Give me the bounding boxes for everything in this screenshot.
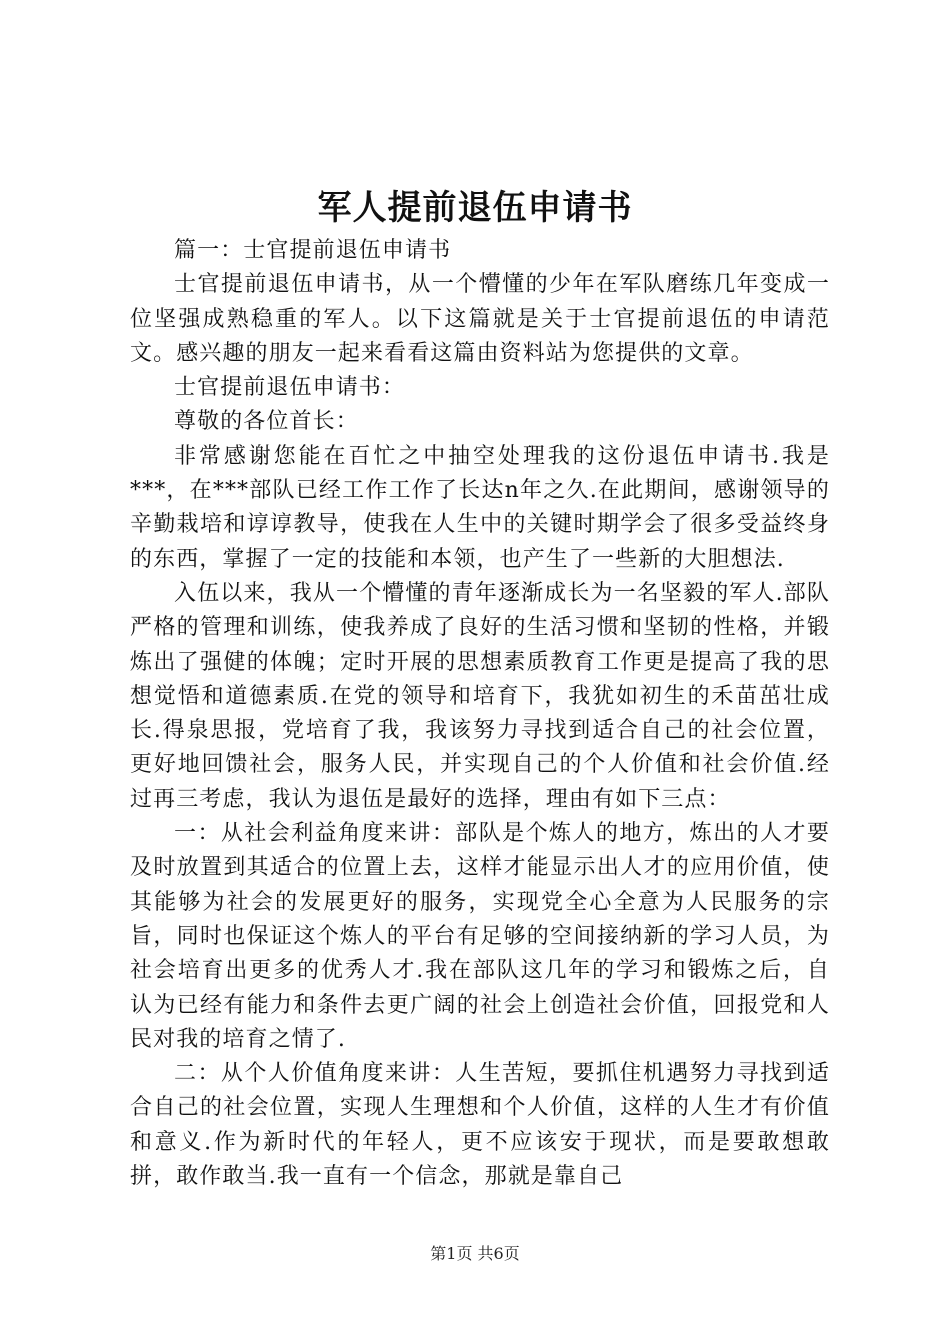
paragraph-intro: 士官提前退伍申请书，从一个懵懂的少年在军队磨练几年变成一位坚强成熟稳重的军人。以下这篇就是关于士官提前退伍的申请范文。感兴趣的朋友一起来看看这篇由资料站为您提供的文章。 xyxy=(130,272,830,366)
page-footer: 第1页 共6页 xyxy=(430,1244,520,1263)
paragraph-section-heading: 篇一：士官提前退伍申请书 xyxy=(174,238,452,263)
paragraph-thanks: 非常感谢您能在百忙之中抽空处理我的这份退伍申请书.我是***，在***部队已经工作工作了长达n年之久.在此期间，感谢领导的辛勤栽培和谆谆教导，使我在人生中的关键时期学会了很多受益终身的东西，掌握了一定的技能和本领，也产生了一些新的大胆想法. xyxy=(130,443,830,572)
paragraph-reason-one: 一：从社会利益角度来讲：部队是个炼人的地方，炼出的人才要及时放置到其适合的位置上去，这样才能显示出人才的应用价值，使其能够为社会的发展更好的服务，实现党全心全意为人民服务的宗旨，同时也保证这个炼人的平台有足够的空间接纳新的学习人员，为社会培育出更多的优秀人才.我在部队这几年的学习和锻炼之后，自认为已经有能力和条件去更广阔的社会上创造社会价值，回报党和人民对我的培育之情了. xyxy=(130,821,830,1052)
paragraph-letter-title: 士官提前退伍申请书： xyxy=(174,375,406,401)
paragraph-reason-two: 二：从个人价值角度来讲：人生苦短，要抓住机遇努力寻找到适合自己的社会位置，实现人生理想和个人价值，这样的人生才有价值和意义.作为新时代的年轻人，更不应该安于现状，而是要敢想敢拼，敢作敢当.我一直有一个信念，那就是靠自己 xyxy=(130,1061,830,1190)
paragraph-growth: 入伍以来，我从一个懵懂的青年逐渐成长为一名坚毅的军人.部队严格的管理和训练，使我养成了良好的生活习惯和坚韧的性格，并锻炼出了强健的体魄；定时开展的思想素质教育工作更是提高了我的思想觉悟和道德素质.在党的领导和培育下，我犹如初生的禾苗茁壮成长.得泉思报，党培育了我，我该努力寻找到适合自己的社会位置，更好地回馈社会，服务人民，并实现自己的个人价值和社会价值.经过再三考虑，我认为退伍是最好的选择，理由有如下三点： xyxy=(130,580,830,812)
document-body xyxy=(130,234,830,1194)
document-title: 军人提前退伍申请书 xyxy=(317,188,633,228)
paragraph-salutation: 尊敬的各位首长： xyxy=(174,409,359,435)
